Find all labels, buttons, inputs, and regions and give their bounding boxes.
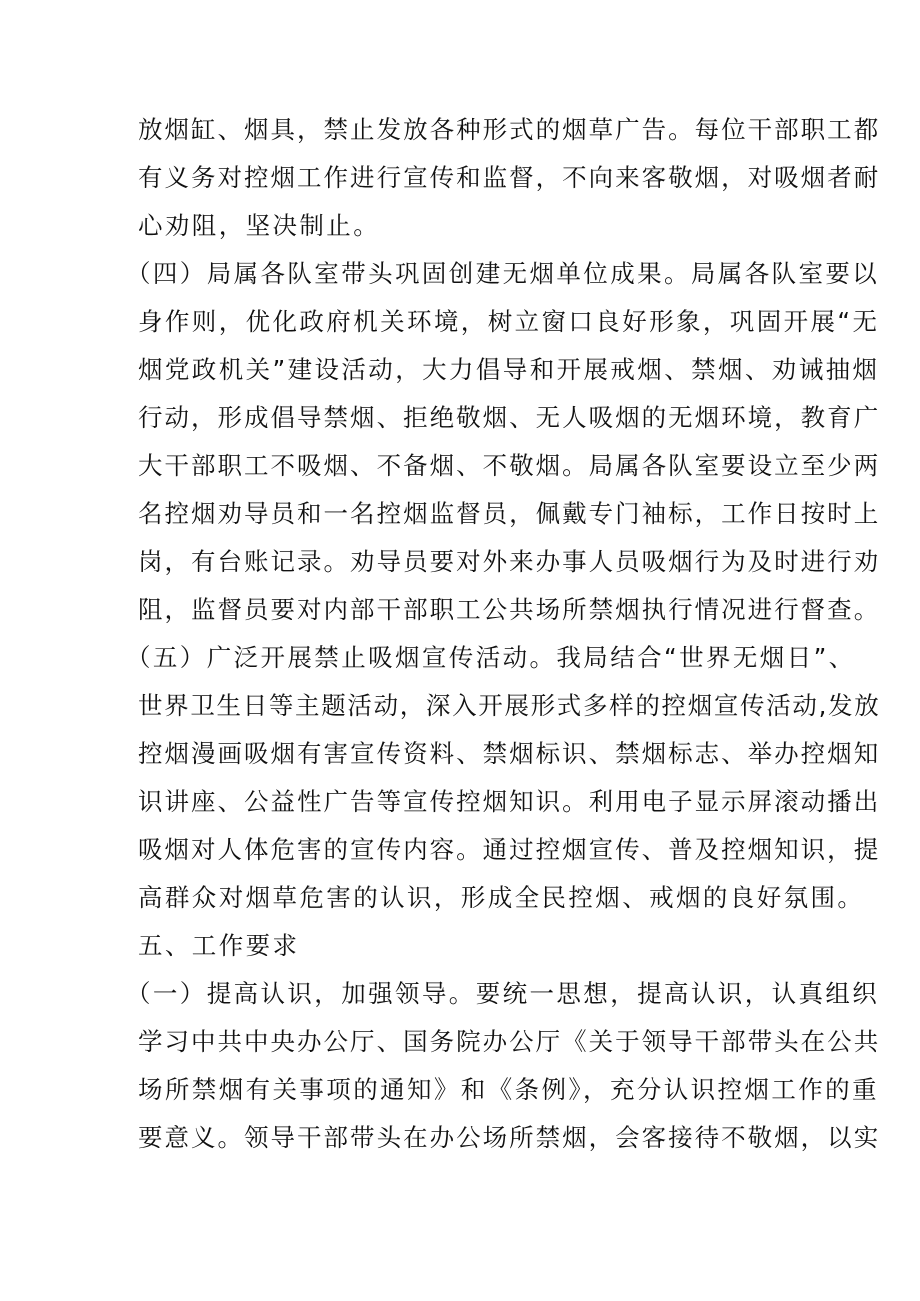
text-line: 烟党政机关”建设活动，大力倡导和开展戒烟、禁烟、劝诫抽烟 [138, 355, 880, 384]
text-line: 身作则，优化政府机关环境，树立窗口良好形象，巩固开展“无 [138, 307, 880, 336]
text-line: 阻，监督员要对内部干部职工公共场所禁烟执行情况进行督查。 [138, 595, 881, 624]
text-line: 高群众对烟草危害的认识，形成全民控烟、戒烟的良好氛围。 [138, 883, 865, 912]
text-line: 世界卫生日等主题活动，深入开展形式多样的控烟宣传活动,发放 [138, 691, 881, 720]
text-line: 行动，形成倡导禁烟、拒绝敬烟、无人吸烟的无烟环境，教育广 [138, 403, 881, 432]
text-line: 控烟漫画吸烟有害宣传资料、禁烟标识、禁烟标志、举办控烟知 [138, 739, 881, 768]
text-line: 放烟缸、烟具，禁止发放各种形式的烟草广告。每位干部职工都 [138, 115, 881, 144]
text-line: 有义务对控烟工作进行宣传和监督，不向来客敬烟，对吸烟者耐 [138, 163, 881, 192]
text-line: 要意义。领导干部带头在办公场所禁烟，会客接待不敬烟，以实 [138, 1123, 881, 1152]
text-line: 学习中共中央办公厅、国务院办公厅《关于领导干部带头在公共 [138, 1027, 881, 1056]
text-line: 名控烟劝导员和一名控烟监督员，佩戴专门袖标，工作日按时上 [138, 499, 881, 528]
section-heading: 五、工作要求 [138, 931, 300, 960]
text-line: 吸烟对人体危害的宣传内容。通过控烟宣传、普及控烟知识，提 [138, 835, 881, 864]
text-line: 心劝阻，坚决制止。 [138, 211, 381, 240]
text-line: （五）广泛开展禁止吸烟宣传活动。我局结合“世界无烟日”、 [126, 643, 856, 672]
text-line: 岗，有台账记录。劝导员要对外来办事人员吸烟行为及时进行劝 [138, 547, 881, 576]
text-line: （一）提高认识，加强领导。要统一思想，提高认识，认真组织 [126, 979, 880, 1008]
text-line: 识讲座、公益性广告等宣传控烟知识。利用电子显示屏滚动播出 [138, 787, 881, 816]
text-line: （四）局属各队室带头巩固创建无烟单位成果。局属各队室要以 [126, 259, 880, 288]
text-line: 场所禁烟有关事项的通知》和《条例》，充分认识控烟工作的重 [138, 1075, 879, 1104]
text-line: 大干部职工不吸烟、不备烟、不敬烟。局属各队室要设立至少两 [138, 451, 881, 480]
